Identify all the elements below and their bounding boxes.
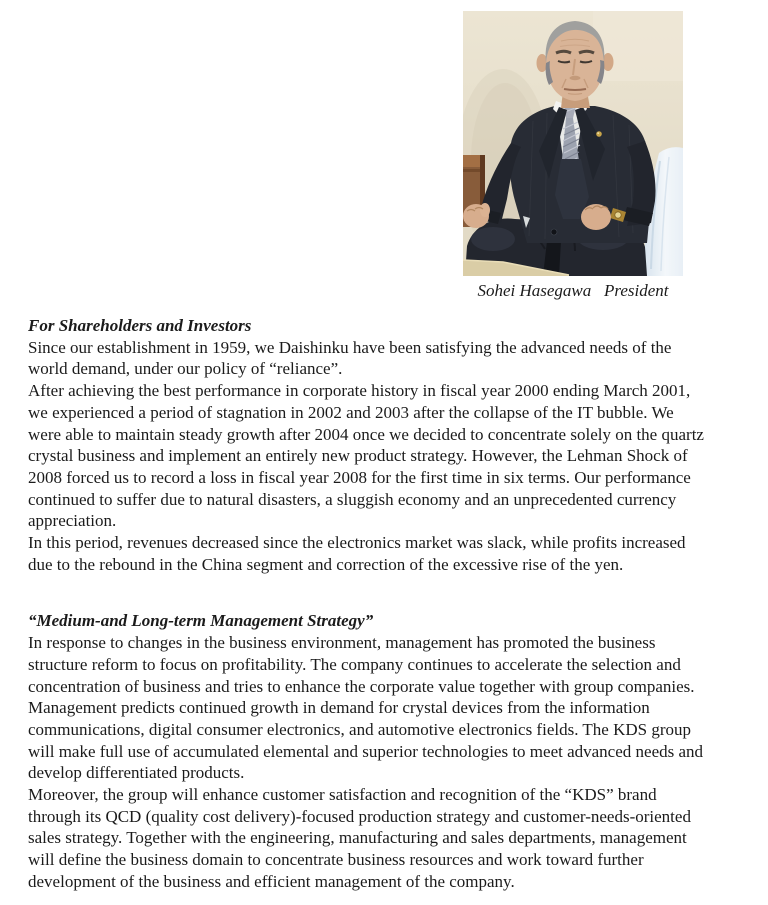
text-line: world demand, under our policy of “reliance”. — [28, 359, 343, 379]
section-strategy — [28, 610, 754, 892]
text-line: concentration of business and tries to enhance the corporate value together with group companies. — [28, 676, 695, 696]
text-line: In response to changes in the business environment, management has promoted the business — [28, 633, 656, 653]
jacket-button — [551, 229, 557, 235]
photo-caption: Sohei Hasegawa President — [477, 281, 669, 300]
mouth — [564, 89, 586, 90]
text-line: due to the rebound in the China segment and correction of the excessive rise of the yen. — [28, 554, 624, 574]
lapel-pin — [596, 131, 602, 137]
text-line: appreciation. — [28, 511, 117, 531]
text-line: development of the business and efficient management of the company. — [28, 871, 515, 891]
text-line: Management predicts continued growth in demand for crystal devices from the information — [28, 698, 650, 718]
section-heading-strategy: “Medium-and Long-term Management Strategy” — [28, 611, 374, 631]
text-line: 2008 forced us to record a loss in fiscal year 2008 for the first time in six terms. Our performance — [28, 467, 691, 487]
eyebrows — [556, 51, 571, 53]
president-portrait-image — [463, 11, 683, 276]
text-line: we experienced a period of stagnation in 2002 and 2003 after the collapse of the IT bubble. We — [28, 402, 674, 422]
text-line: will make full use of accumulated elemental and superior technologies to meet advanced needs and — [28, 741, 704, 761]
section-heading-shareholders: For Shareholders and Investors — [28, 316, 252, 335]
text-line: were able to maintain steady growth after 2004 once we decided to concentrate solely on the quartz — [28, 424, 704, 444]
text-line: After achieving the best performance in corporate history in fiscal year 2000 ending March 2001, — [28, 381, 691, 401]
text-line: will define the business domain to concentrate business resources and work toward further — [28, 850, 644, 870]
text-line: develop differentiated products. — [28, 763, 245, 783]
text-line: through its QCD (quality cost delivery)-focused production strategy and customer-needs-oriented — [28, 806, 691, 826]
text-line: In this period, revenues decreased since the electronics market was slack, while profits increased — [28, 533, 686, 553]
text-line: Since our establishment in 1959, we Daishinku have been satisfying the advanced needs of the — [28, 337, 672, 357]
section-shareholders — [28, 315, 754, 575]
text-line: sales strategy. Together with the engineering, manufacturing and sales departments, management — [28, 828, 687, 848]
text-line: communications, digital consumer electronics, and automotive electronics fields. The KDS group — [28, 719, 691, 739]
text-line: continued to suffer due to natural disasters, a sluggish economy and an unprecedented currency — [28, 489, 677, 509]
text-line: structure reform to focus on profitability. The company continues to accelerate the selection and — [28, 654, 681, 674]
president-photo — [463, 11, 683, 276]
letter-text — [28, 315, 754, 893]
text-line: crystal business and implement an entirely new product strategy. However, the Lehman Shock of — [28, 446, 688, 466]
text-line: Moreover, the group will enhance customer satisfaction and recognition of the “KDS” brand — [28, 785, 657, 805]
